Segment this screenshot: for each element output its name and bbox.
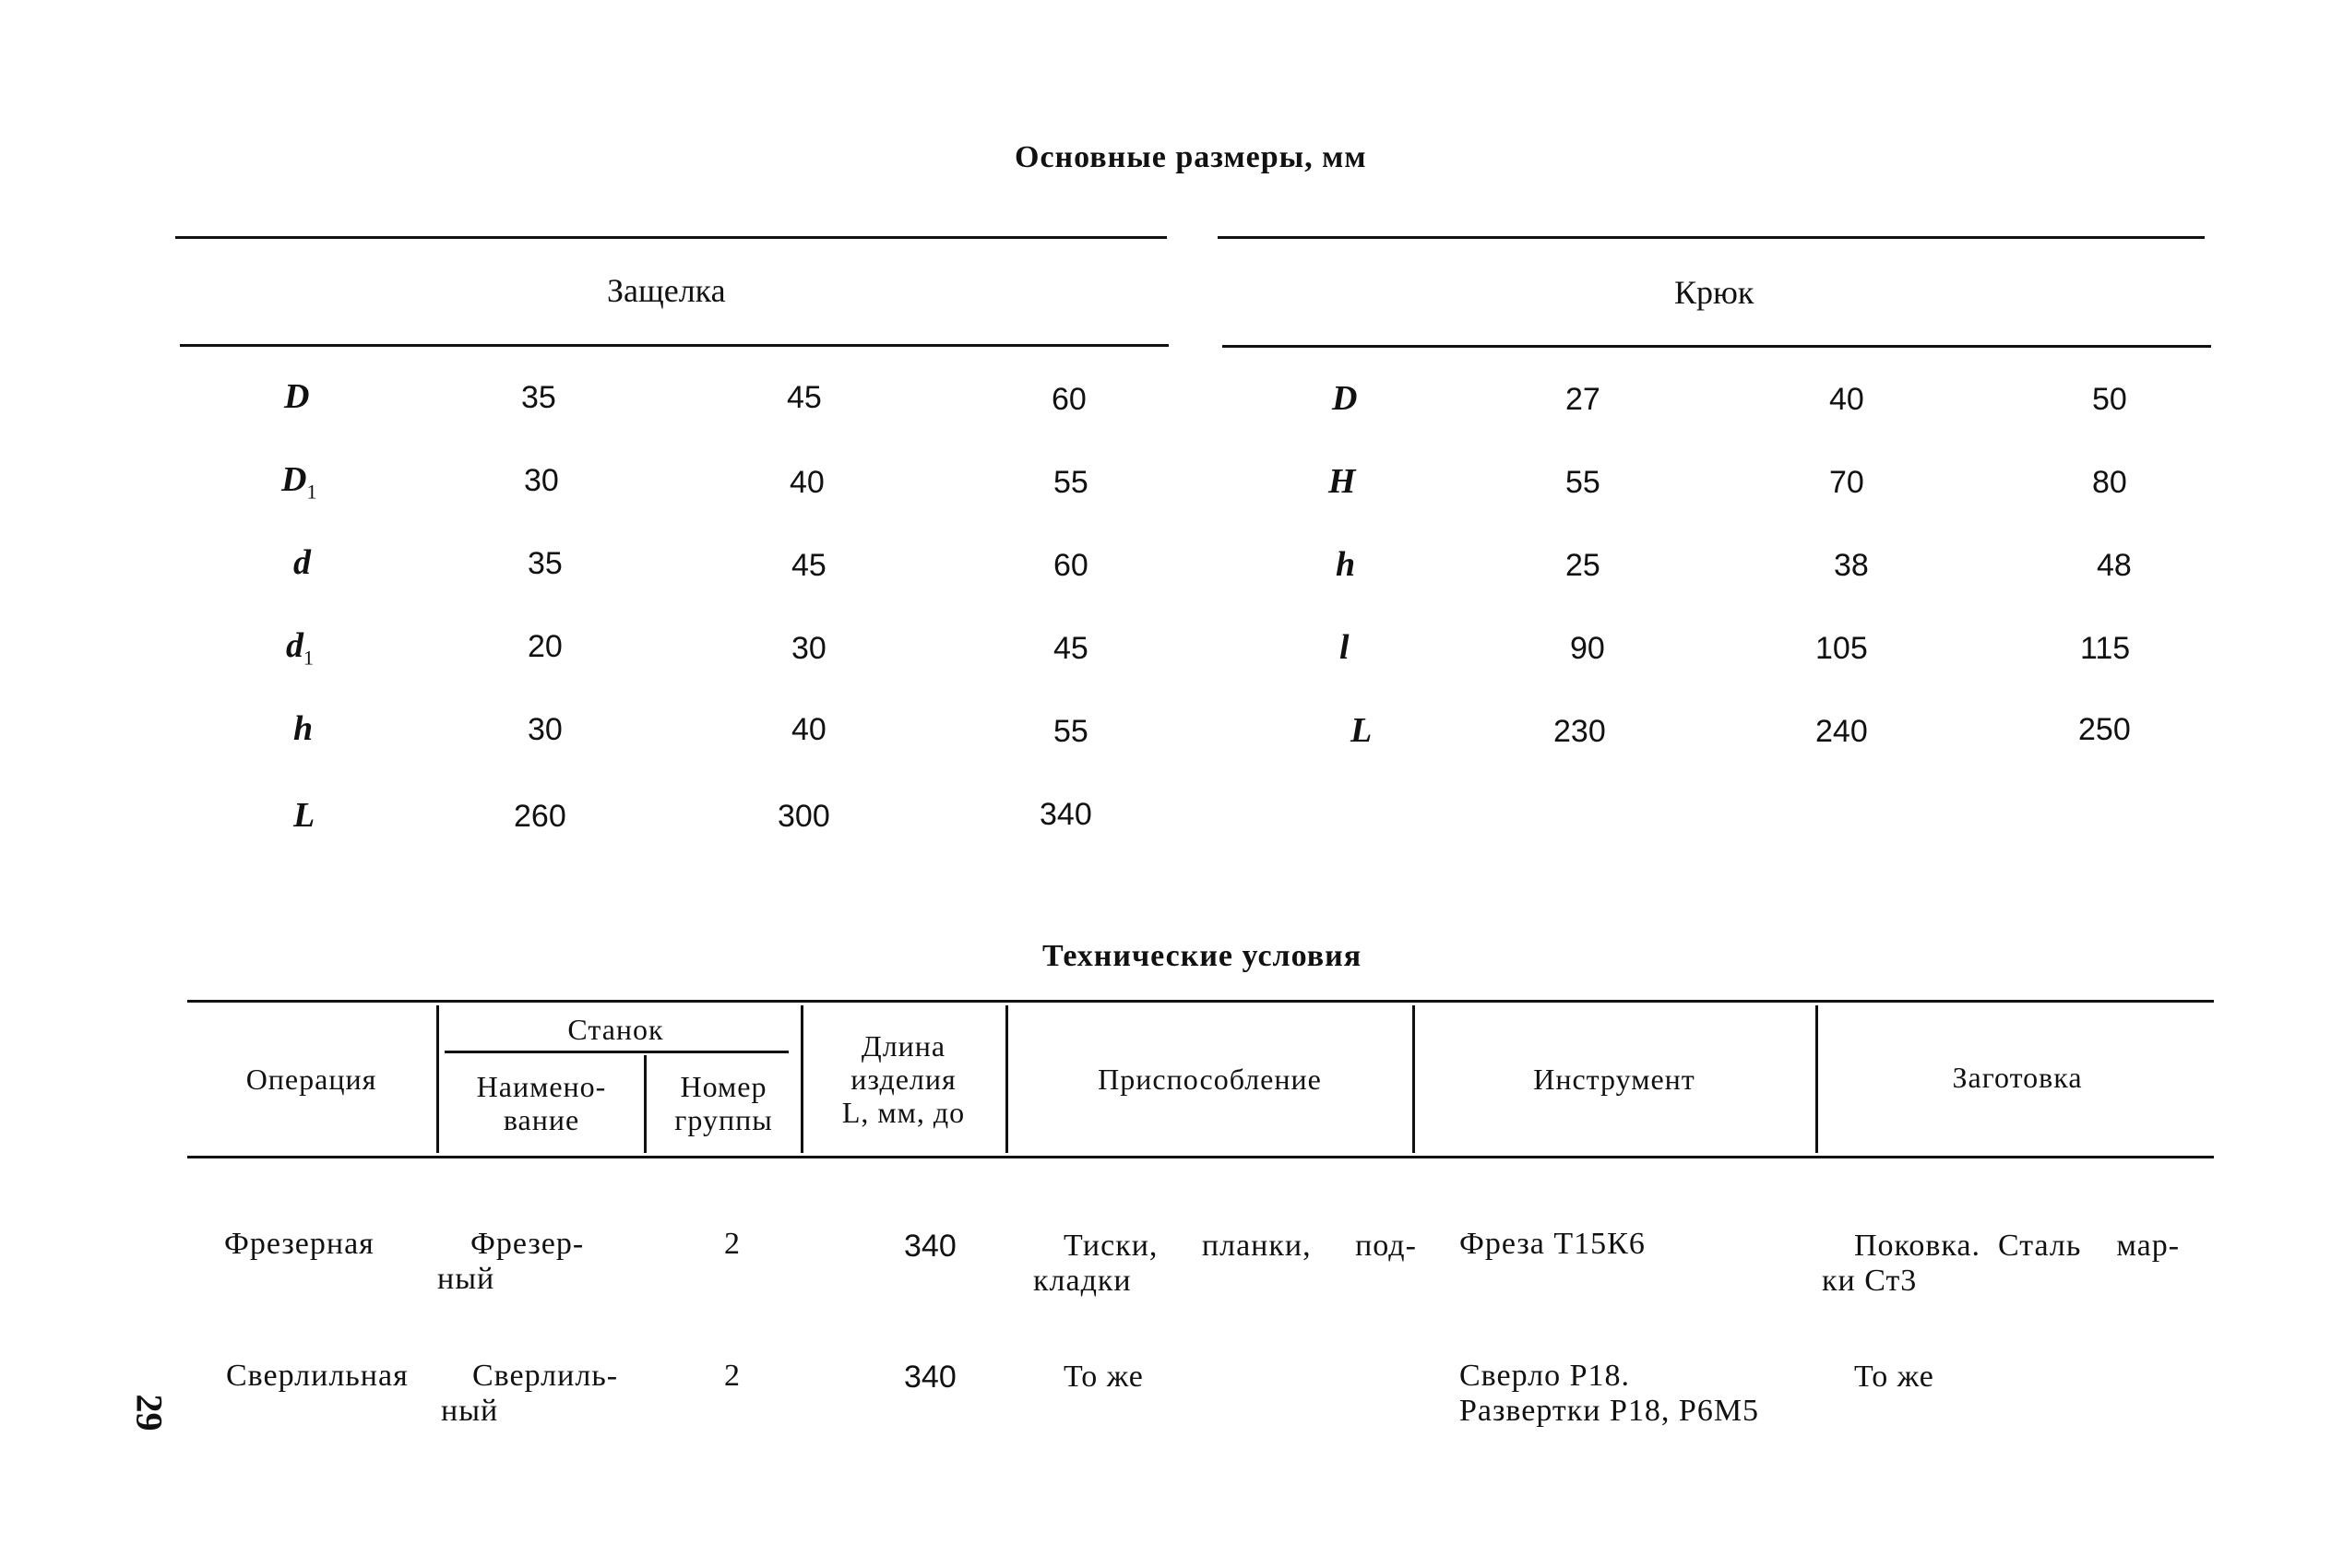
length-cell: 340 [904, 1360, 957, 1395]
column-divider [801, 1005, 803, 1153]
hook-value: 55 [1565, 465, 1600, 500]
hook-symbol: H [1328, 462, 1356, 501]
hook-symbol: L [1350, 711, 1373, 750]
hook-header: Крюк [1674, 274, 1754, 311]
hook-value: 48 [2097, 548, 2132, 583]
tech-conditions-title: Технические условия [1042, 939, 1362, 973]
latch-value: 40 [790, 465, 825, 500]
latch-symbol: D [284, 377, 310, 416]
hook-symbol: l [1339, 628, 1350, 667]
header-tool: Инструмент [1533, 1063, 1695, 1096]
latch-header: Защелка [607, 272, 726, 309]
hook-value: 90 [1570, 631, 1605, 666]
latch-value: 35 [521, 380, 556, 415]
latch-value: 60 [1052, 382, 1087, 417]
hook-symbol: h [1336, 545, 1356, 584]
latch-value: 35 [528, 546, 563, 581]
tech-top-rule [187, 1000, 2214, 1003]
hook-value: 70 [1829, 465, 1864, 500]
hook-value: 250 [2078, 712, 2131, 747]
blank-cell: Поковка. Сталь мар- [1854, 1229, 2181, 1263]
blank-cell: ки Ст3 [1822, 1264, 1918, 1298]
tool-cell: Сверло Р18. [1459, 1359, 1631, 1393]
tool-cell: Фреза Т15К6 [1459, 1227, 1646, 1261]
column-divider [1815, 1005, 1818, 1153]
hook-top-rule [1218, 236, 2205, 239]
machine-cell: Фрезер- [470, 1227, 585, 1261]
hook-value: 25 [1565, 548, 1600, 583]
hook-value: 38 [1834, 548, 1869, 583]
machine-cell: ный [437, 1262, 495, 1296]
operation-cell: Сверлильная [226, 1359, 409, 1393]
operation-cell: Фрезерная [224, 1227, 375, 1261]
tech-header-rule [187, 1156, 2214, 1158]
hook-value: 230 [1553, 714, 1606, 749]
latch-symbol: $d_1$ [286, 626, 314, 670]
header-length: Длина изделия L, мм, до [841, 1029, 966, 1129]
latch-value: 20 [528, 629, 563, 664]
header-blank: Заготовка [1952, 1061, 2083, 1094]
latch-value: 340 [1040, 797, 1092, 832]
header-operation: Операция [245, 1063, 377, 1096]
latch-top-rule [175, 236, 1167, 239]
latch-value: 55 [1053, 465, 1088, 500]
hook-value: 27 [1565, 382, 1600, 417]
blank-cell: То же [1854, 1360, 1934, 1394]
latch-header-rule [180, 344, 1169, 347]
column-divider [644, 1055, 647, 1153]
machine-cell: ный [441, 1394, 499, 1428]
length-cell: 340 [904, 1229, 957, 1264]
hook-value: 40 [1829, 382, 1864, 417]
header-machine: Станок [567, 1013, 664, 1046]
hook-value: 240 [1815, 714, 1868, 749]
machine-subheader-rule [445, 1051, 789, 1053]
latch-value: 40 [791, 712, 827, 747]
column-divider [436, 1005, 439, 1153]
group-cell: 2 [724, 1359, 741, 1393]
hook-value: 50 [2092, 382, 2127, 417]
latch-symbol: d [293, 543, 311, 582]
hook-value: 115 [2080, 631, 2131, 666]
fixture-cell: кладки [1033, 1264, 1132, 1298]
latch-value: 60 [1053, 548, 1088, 583]
latch-value: 30 [791, 631, 827, 666]
latch-symbol: $D_1$ [281, 460, 317, 504]
column-divider [1005, 1005, 1008, 1153]
latch-value: 260 [514, 799, 566, 834]
latch-value: 45 [1053, 631, 1088, 666]
hook-symbol: D [1332, 379, 1358, 418]
latch-value: 45 [787, 380, 822, 415]
fixture-cell: То же [1064, 1360, 1144, 1394]
column-divider [1412, 1005, 1415, 1153]
latch-value: 55 [1053, 714, 1088, 749]
latch-symbol: L [293, 796, 315, 835]
hook-value: 80 [2092, 465, 2127, 500]
header-fixture: Приспособление [1098, 1063, 1322, 1096]
hook-value: 105 [1815, 631, 1868, 666]
hook-header-rule [1222, 345, 2211, 348]
header-machine-name: Наимено- вание [476, 1070, 607, 1136]
latch-symbol: h [293, 709, 314, 748]
latch-value: 30 [528, 712, 563, 747]
latch-value: 300 [778, 799, 830, 834]
tool-cell: Развертки Р18, Р6М5 [1459, 1394, 1760, 1428]
page-number: 29 [128, 1394, 171, 1431]
fixture-cell: Тиски, планки, под- [1064, 1229, 1417, 1263]
dimensions-title: Основные размеры, мм [1015, 140, 1367, 174]
header-group-number: Номер группы [674, 1070, 773, 1136]
latch-value: 45 [791, 548, 827, 583]
machine-cell: Сверлиль- [472, 1359, 619, 1393]
group-cell: 2 [724, 1227, 741, 1261]
latch-value: 30 [524, 463, 559, 498]
